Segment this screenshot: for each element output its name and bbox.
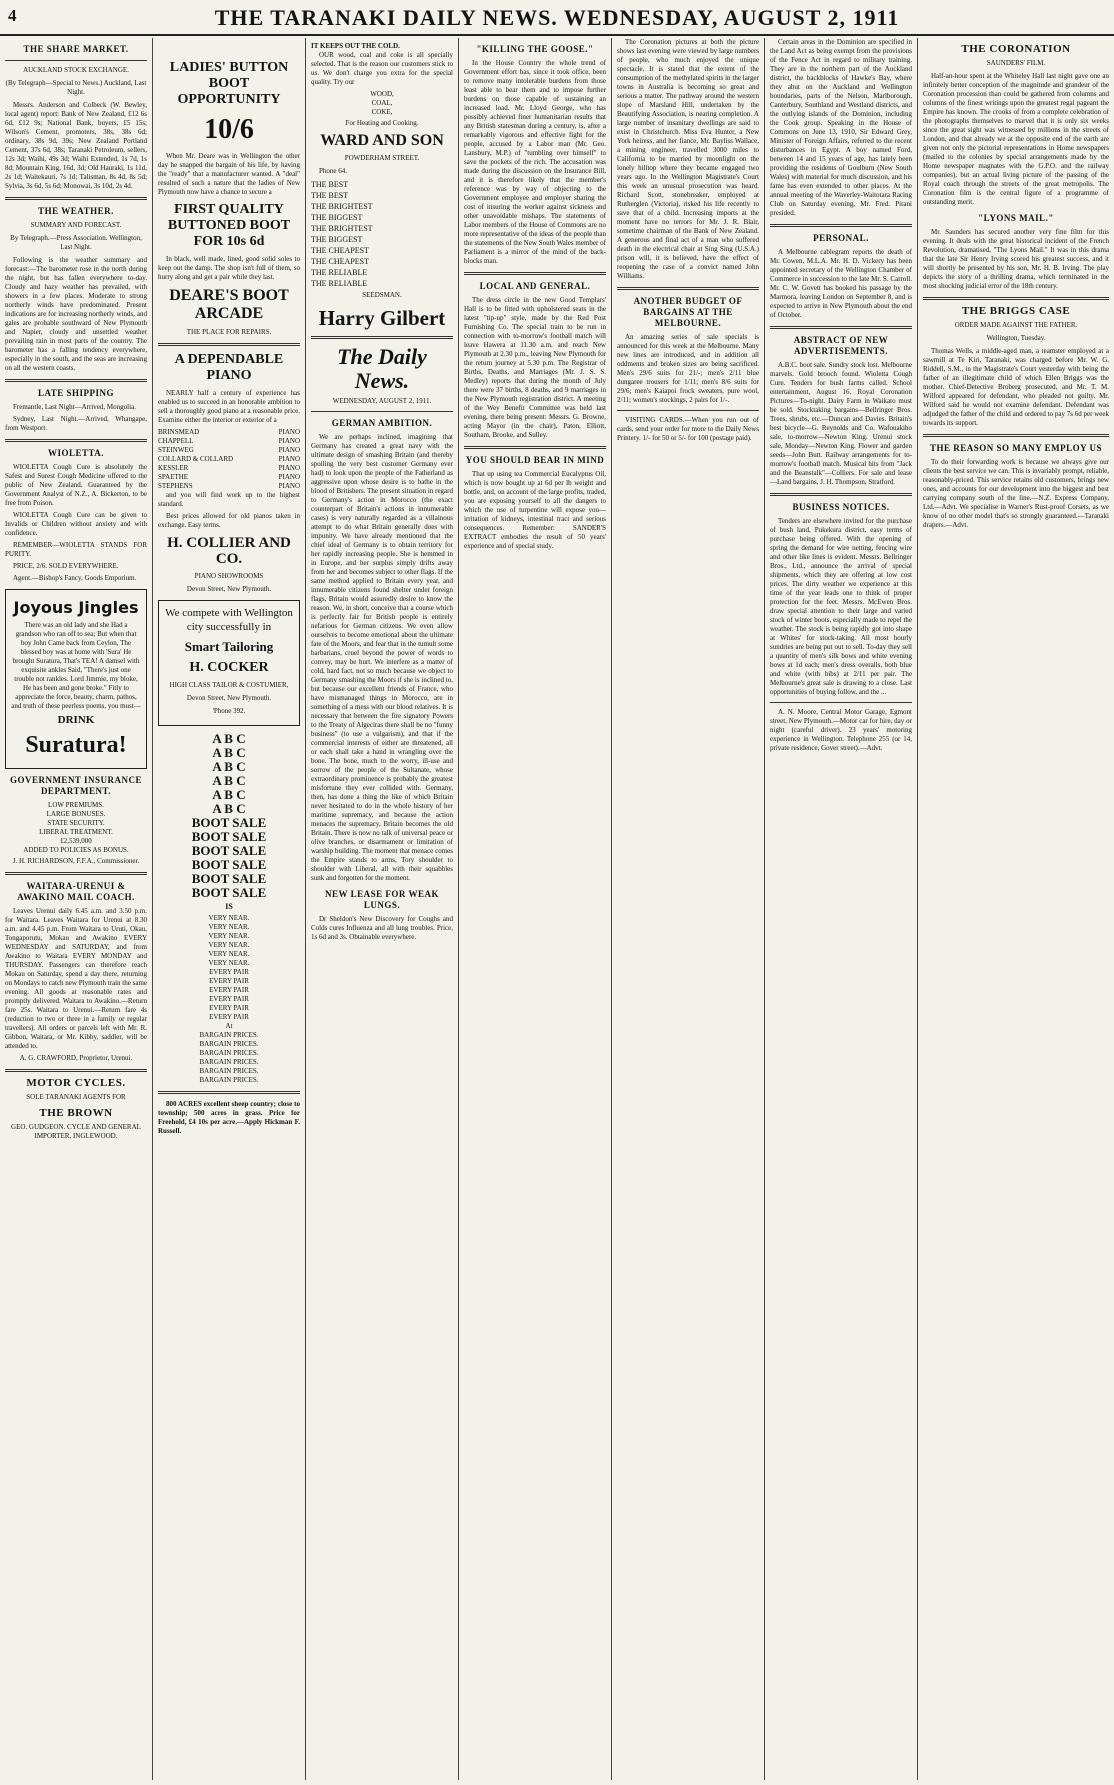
jingles-body: There was an old lady and she Had a grandson who ran off to sea; But when that boy John Came back from Ceylon, The blessed boy was at home with 'Sura' He brought Suratura, That's TEA! A damsel with exquisite ankles Said, "There's just one trouble not rankles. Lord Jimmie, my bloke, He has been and gone broke." Fitly to appreciate the force, beauty, charm, pathos, and truth of these peerless poems, you must— [11,621,141,710]
column-rule [305,38,306,1780]
personal-heading: PERSONAL. [813,233,869,243]
motor-cycles-heading: MOTOR CYCLES. [26,1077,126,1089]
cocker-address: Devon Street, New Plymouth. [186,694,272,702]
abstract-body: A.B.C. boot sale. Sundry stock lost. Melbourne marvels. Gold brooch found. Wioletta Cough Cure. Tenders for bush farms called. School entertainment, August 16. Royal Coronation Pictures—To-night. Dairy Farm in Waikato must be sold. Stocktaking bargains—Bellringer Bros. Trees, shrubs, etc.—Duncan and Davies. Britain's best bicycle—G. Reynolds and Co. Wafouakiho sale, to-morrow—Newton King. Urenui stock sale, Monday—Newton King. Flower and garden seeds—John Butt. Railway arrangements for to-morrow's football match. Musical hits from "Jack and the Beanstalk"—Colliers. For sale and lease—Land bargains, J. H. Thompson, Stratford. [770,361,912,486]
lyons-mail-heading: "LYONS MAIL." [978,213,1054,223]
suratura-brand: Suratura! [25,732,127,758]
divider [617,410,759,411]
shipping-item: Fremantle, Last Night—Arrived, Mongolia. [13,403,136,411]
wioletta-text: Agent.—Bishop's Fancy, Goods Emporium. [13,574,137,582]
piano-body: NEARLY half a century of experience has enabled us to succeed in an honorable ambition to sell a thoroughly good piano at a reasonable price. Examine either the interior or exterior of a [158,389,300,424]
shipping-item: Sydney, Last Night.—Arrived, Whangape, from Westport. [5,415,147,432]
mail-coach-body: Leaves Urenui daily 6.45 a.m. and 3.50 p.m. for Waitara. Leaves Waitara for Urenui at 8.30 a.m. and 4.45 p.m. From Waitara to Uruti, Okau, Tongaporutu, Mokau and Awakino EVERY WEDNESDAY and SATURDAY, and from Awakino to Waitara EVERY MONDAY and THURSDAY. Passengers can therefore reach Mokau on Saturday, spend a day there, returning on Mondays to catch new Plymouth train the same evening. All goods at reasonable rates and promptly delivered. Waitara to Awakino.—Return fare 25s. Waitara to Urenui.—Return fare 4s (reduction to two or three in a family or regular travellers). All orders or parcels left with Mr. R. Gibbon, Waitara, or Mr. Kibby, saddler, will be attended to. [5,907,147,1050]
weather-heading: THE WEATHER. [38,206,114,216]
briggs-body: Thomas Wells, a middle-aged man, a teamster employed at a sawmill at Te Kiri, Taranaki, was charged before Mr. W. G. Riddell, S.M., in the Magistrate's Court yesterday with being the father of an illegitimate child of which Ellen Briggs was the mother. Chief-Detective Broberg prosecuted, and Mr. T. M. Wilford appeared for defendant, who pleaded not guilty. Mr. Wilford said he would not examine defendant. Defendant was adjudged the father of the child and ordered to pay 7s 6d per week towards its support. [923,347,1109,427]
mail-coach-heading: WAITARA-URENUI & AWAKINO MAIL COACH. [17,881,135,902]
gilbert-best-lines: THE BEST THE BEST THE BRIGHTEST THE BIGGEST THE BRIGHTEST THE BIGGEST THE CHEAPEST THE CHEAPEST THE RELIABLE THE RELIABLE [311,180,373,288]
gov-line: ADDED TO POLICIES AS BONUS. [23,846,129,854]
smart-tailoring: Smart Tailoring [184,639,274,654]
divider [311,411,453,412]
motor-brand: THE BROWN [39,1107,113,1119]
gov-line: LARGE BONUSES. [46,810,106,818]
piano-brand-row: BRINSMEAD PIANO [158,428,300,436]
motor-agents: SOLE TARANAKI AGENTS FOR [26,1093,126,1101]
ladies-boot-body: When Mr. Deare was in Wellington the other day he snapped the bargain of his life, by having the "ready" that a manufacturer wanted. A "deal" resulted of such a nature that the ladies of New Plymouth now have a chance to secure a [158,152,300,196]
weather-byline: By Telegraph.—Press Association. Wellington, Last Night. [10,234,142,251]
killing-goose-heading: "KILLING THE GOOSE." [476,44,594,54]
wioletta-text: PRICE, 2/6. SOLD EVERYWHERE. [13,562,119,570]
german-ambition-heading: GERMAN AMBITION. [331,418,433,428]
tailoring-ad [158,600,300,726]
compete-text: We compete with Wellington city successfully in [165,607,293,633]
gov-line: STATE SECURITY. [47,819,105,827]
german-ambition-body: We are perhaps inclined, imagining that Germany has created a great navy with the ultimate design of smashing Britain (and thereby spoiling the very best customer Germany ever had) to look upon the people of the Fatherland as aggressive upon whose desire is to bathe in the blood of Britishers. The present situation in regard to Germany's action in Morocco (the exact counterpart of Britain's actions in innumerable cases) is very naturally regarded as a villainous attempt to do what Britain generally does with impunity. We have already mentioned that the chief ideal of Germany is to obtain territory for her rapidly increasing people. She is hemmed in in Europe, and her surplus simply drifts away from her and becomes subject to other flags. If the same method applied to Britain every year, and innumerable citizens found shelter under foreign flags, Britain would assuredly desire to know the reason. We, in short, conceive that a course which is perfectly fair for British people is entirely nefarious for German citizens. We even allow ourselves to become emotional about the ultimate fate of the Moors, and fear that in the tumult some barbarians, cruel beyond the power of words to convey, may be hurt. We interfere as a matter of cold, hard fact, not so much because we object to Germany smashing the Moors if she is inclined to, but because our excellent friends of France, who have mismanaged things in Morocco, are in something of a mess with our blood relatives. It is necessary that between the fire signatory Powers to the Treaty of Algeciras there shall be no "funny business" (to use a vulgarism), and that if the commercial interests of either are threatened, all or each shall take a hand in wrangling over the bone. The bone, much to the worry, ill-use and sorrow of the people of the Sultanate, whose extraordinary prominence is probably the greatest misfortune they ever collided with. Germany, then, has done a thing the like of which Britain never hesitated to do in the whole history of her maritime supremacy, and because the action menaces the supremacy, Britain becomes the old Britain. There is now no talk of universal peace or olive branches, or disarmament or limitation of warship building. The moment that menace comes the Empire stands to arms, Tory shoulder to shoulder with Liberal, all with their squabbles sunk and forgotten for the moment. [311,433,453,882]
divider [770,326,912,329]
business-notices-heading: BUSINESS NOTICES. [792,502,890,512]
motor-signature: GEO. GUDGEON. CYCLE AND GENERAL IMPORTER, INGLEWOOD. [11,1123,141,1140]
divider [923,297,1109,300]
shipping-heading: LATE SHIPPING [37,388,115,398]
abstract-heading: ABSTRACT OF NEW ADVERTISEMENTS. [793,335,889,356]
budget-bargains-heading: ANOTHER BUDGET OF BARGAINS AT THE MELBOURNE. [633,296,743,328]
harry-gilbert: Harry Gilbert [318,306,446,330]
jingles-heading: Joyous Jingles [13,598,139,617]
divider [158,343,300,346]
share-market-heading: THE SHARE MARKET. [23,44,129,54]
piano-brand-row: SPAETHE PIANO [158,473,300,481]
divider [5,60,147,61]
personal-body: A Melbourne cablegram reports the death of Mr. Cowen, M.L.A. Mr. H. D. Vickery has been appointed secretary of the Wellington Chamber of Commerce in succession to the late Mr. S. Carroll. Mr. C. W. Govett has booked his passage by the Marmora, leaving London on September 8, and is expected to arrive in New Plymouth about the end of October. [770,248,912,319]
column-rule [611,38,612,1780]
piano-brand-row: KESSLER PIANO [158,464,300,472]
budget-bargains-body: An amazing series of sale specials is announced for this week at the Melbourne. Many new lines are introduced, and in addition all oddments and broken sizes are being sacrificed. Men's 29/6 suits for 21/-; men's 2/11 blue dungaree trousers for 1/11; men's 8/6 suits for 29/6; men's Kaiapoi frock sweaters, pure wool, 2/11; women's stockings, 2 pairs for 1/-. [617,333,759,404]
column-2 [158,38,300,1780]
first-quality-body: In black, well made, lined, good solid soles to keep out the damp. The shop isn't full of them, so hurry along and get a pair while they last. [158,255,300,281]
collier-heading: H. COLLIER AND CO. [167,535,291,567]
keeps-out-cold: IT KEEPS OUT THE COLD. [311,42,400,50]
local-general-heading: LOCAL AND GENERAL. [479,281,591,291]
collier-address: Devon Street, New Plymouth. [186,585,272,593]
motor-garage-notice: A. N. Moore, Central Motor Garage, Egmont street, New Plymouth.—Motor car for hire, day or night (careful driver). 23 years' motoring experience in Wellington. Telephone 255 (or 14, private residence, Gover street).—Advt. [770,708,912,752]
coronation-body: Half-an-hour spent at the Whiteley Hall last night gave one an infinitely better conception of the magnitude and grandeur of the Coronation procession than could be gathered from columns and columns of the finest writings upon the greatest regal pageant the Empire has known. The crooks of from a complete celebration of the photographs themselves to marvel that it is only six weeks since the great sight was witnessed by millions in the streets of London, and that already we at the opposite end of the earth are given not only the pictorial representations in Home newspapers (mailed to the colonies by special arrangements made by the Home newspaper magnates with the G.P.O. and the railway companies), but an actual living picture of the passing of the Royal coach through the streets of the great metropolis. The Coronation film is the central figure of a programme of outstanding merit. [923,72,1109,206]
gov-line: £2,539,000 [60,837,92,845]
briggs-case-heading: THE BRIGGS CASE [961,305,1071,317]
new-lease-heading: NEW LEASE FOR WEAK LUNGS. [325,889,439,910]
column-rule [917,38,918,1780]
new-lease-body: Dr Sheldon's New Discovery for Coughs and Colds cures Influenza and all lung troubles. Price, 1s 6d and 3s. Obtainable everywhere. [311,915,453,941]
cocker-subheading: HIGH CLASS TAILOR & COSTUMIER, [169,681,289,689]
bear-in-mind-body: That up using tea Commercial Eucalyptus Oil, which is now bought up at 6d per lb weight and bottle, and, on account of the large profits, traded, you are exposing yourself to all the dangers to which the use of turpentine will expose you—irritation of kidneys, intestinal tract and serious consequences. Remember: SANDER'S EXTRACT embodies the result of 50 years' experience and of special study. [464,470,606,550]
daily-news-date: WEDNESDAY, AUGUST 2, 1911. [332,397,432,405]
briggs-subheading: ORDER MADE AGAINST THE FATHER. [954,321,1078,329]
business-notices-body: Tenders are elsewhere invited for the purchase of bush land, Pukekura district, easy terms of purchase being offered. With the opening of spring the demand for wire netting, fencing wire and other like lines is evident. Messrs. Bellringer Bros., Ltd., announce the arrival of special shipments, which they are offering at low cost prices. The dirty weather we experience at this time of the year leads one to think of proper protection for the feet. Messrs. McEwen Bros. draw special attention to their large and varied stock of winter boots, especially made to repel the weather. The stock is being rapidly got into shape at Whites' for stock-taking. All most hourly sundries are being put out to sell. To-day they sell a quantity of men's silk bows and white evening bows at 1d each; men's dress overalls, both blue and white (with bibs) at 2/11 per pair. The Melbourne's great sale is drawing to a close. Last opportunities of buying follow, and the ... [770,517,912,696]
divider [158,1091,300,1094]
ward-and-son: WARD AND SON [320,132,444,149]
daily-news-nameplate: The Daily News. [337,344,427,393]
cocker-phone: 'Phone 392. [212,707,246,715]
suratura-ad [5,589,147,769]
piano-body-3: Best prices allowed for old pianos taken in exchange. Easy terms. [158,512,300,529]
column-5 [617,38,759,1780]
divider [770,493,912,496]
ward-address: POWDERHAM STREET. [344,154,420,162]
abc-boot-sale-ad: A B C A B C A B C A B C A B C A B C BOOT SALE BOOT SALE BOOT SALE BOOT SALE BOOT SALE BOOT SALE IS [191,731,267,911]
wioletta-text: REMEMBER—WIOLETTA STANDS FOR PURITY. [5,541,147,558]
column-7 [923,38,1109,1780]
wood-items: WOOD, COAL, COKE, [370,90,394,116]
killing-goose-body: In the House Country the whole trend of Government effort has, since it took office, been to remove many intolerable burdens from those least able to bear them and to impose further burdens on those capable of sustaining an increased load. Mr. Lloyd George, who has possibly achieved finer humanitarian results that any British statesman during a century, is, after a remarkably vigorous and effective fight for the people, accused by a Labor man (Mr. Geo. Lansbury, M.P.) of "tumbling over himself" to save the pockets of the rich. The accusation was made during the discussion on the Insurance Bill, and it is therefore likely that the member's reference was by way of objecting to the Government employee and employer sharing the cost of insuring the worker against sickness and other unavoidable mishaps. The statements of Labor members of the House of Commons are no more representative of the ideas of the people than the statements of the New South Wales member of Parliament is a mirror of the mind of the back-blocks man. [464,59,606,265]
divider [5,1069,147,1072]
drink-label: DRINK [57,714,95,726]
page-number: 4 [8,6,17,25]
divider [5,379,147,382]
many-employ-heading: THE REASON SO MANY EMPLOY US [929,443,1103,453]
lyons-mail-body: Mr. Saunders has secured another very fine film for this evening. It deals with the great historical incident of the French Revolution, dramatised, "The Lyons Mail." It was in this drama that the late Sir Henry Irving scored his greatest success, and it will shortly be presented by his son, Mr. H. B. Irving. The play depicts the story of a thrilling drama, which terminated in the most shocking judicial error of the 18th century. [923,228,1109,290]
first-quality-heading: FIRST QUALITY BUTTONED BOOT FOR 10s 6d [167,202,291,249]
divider [464,272,606,275]
divider [464,446,606,449]
ward-phone: Phone 64. [319,167,347,175]
piano-brand-list [158,428,300,491]
divider [770,224,912,227]
weather-body: Following is the weather summary and forecast:—The barometer rose in the north during the night, but has fallen everywhere to-day. Cloudy and hazy weather has prevailed, with showers in a few places. Moderate to strong northerly winds have predominated. Present indications are for increasing northerly winds, and gales are probable southward of New Plymouth and Napier, cloudy and unsettled weather prevailing rain in most parts of the country. The barometer has a falling tendency everywhere, especially in the south, and the seas are increasing on all the western coasts. [5,256,147,372]
stock-exchange-subheading: AUCKLAND STOCK EXCHANGE. [23,66,129,74]
column-3 [311,38,453,1780]
divider [617,287,759,290]
ladies-boot-price: 10/6 [204,114,254,145]
visiting-cards: VISITING CARDS.—When you run out of cards, send your order for more to the Daily News Printery. 1/- for 50 or 5/- for 100 (postage paid). [617,416,759,442]
column-6 [770,38,912,1780]
wioletta-heading: WIOLETTA. [47,448,105,458]
wioletta-text: WIOLETTA Cough Cure is absolutely the Safest and Surest Cough Medicine offered to the public of New Zealand. Guaranteed by the Government Analyst of N.Z., A. Bickerton, to be free from Poison. [5,463,147,507]
wood-body: OUR wood, coal and coke is all specially selected. That is the reason our customers stick to us. We don't charge you extra for the special quality. Try our [311,51,453,86]
masthead [0,0,1114,36]
dominion-body: Certain areas in the Dominion are specified in the Land Act as being exempt from the provisions of the Fence Act in regard to military training. They are in the northern part of the Auckland district, the backblocks of Hawke's Bay, where they abut on the Auckland and Wellington boundaries, parts of the Nelson, Marlborough, Canterbury, Southland and Westland districts, and the outlying islands of the Dominion, including the Cook group. Speaking in the House of Commons on June 13, 1910, Sir Edward Grey, Minister of Foreign Affairs, referred to the recent disturbances in Egypt. A boy named Ford, between 14 and 15 years of age, has lately been providing the residents of Goulburn (New South Wales) with material for much discussion, and his fame has even extended to other places. At the annual meeting of the Waverley-Waitotara Racing Club on Saturday evening, Mr. Fred. Pirani presided. [770,38,912,217]
mail-coach-signature: A. G. CRAWFORD, Proprietor, Urenui. [19,1054,133,1062]
deare-boot-arcade: DEARE'S BOOT ARCADE [169,287,289,322]
wioletta-text: WIOLETTA Cough Cure can be given to Invalids or Children without anxiety and with confidence. [5,511,147,537]
column-1 [5,38,147,1780]
dependable-piano-heading: A DEPENDABLE PIANO [174,352,284,383]
coronation-subheading: SAUNDERS' FILM. [986,59,1046,67]
gov-line: LOW PREMIUMS. [48,801,104,809]
piano-brand-row: COLLARD & COLLARD PIANO [158,455,300,463]
bear-in-mind-heading: YOU SHOULD BEAR IN MIND [465,455,605,465]
gov-insurance-lines [5,801,147,855]
divider [770,702,912,703]
cocker-name: H. COCKER [189,660,269,675]
very-near-lines: VERY NEAR. VERY NEAR. VERY NEAR. VERY NEAR. VERY NEAR. VERY NEAR. EVERY PAIR EVERY PAIR EVERY PAIR EVERY PAIR EVERY PAIR EVERY PAIR At BARGAIN PRICES. BARGAIN PRICES. BARGAIN PRICES. BARGAIN PRICES. BARGAIN PRICES. BARGAIN PRICES. [199,914,259,1084]
piano-brand-row: STEINWEG PIANO [158,446,300,454]
many-employ-body: To do their forwarding work is because we always give our clients the best service we can. This is invariably prompt, reliable, reasonably-priced. This service retains old customers, brings new ones, and accounts for our development into the biggest and best carrying company south of the line.—N.Z. Express Company, Ltd.—Advt. We specialise in Warner's Rust-proof Corsets, as we know of no other model that's so strongly guaranteed.—Taranaki drapers.—Advt. [923,458,1109,529]
coronation-pictures-body: The Coronation pictures at both the picture shows last evening were viewed by large numbers of people, who much enjoyed the unique spectacle. It is stated that the extent of the consumption of the methylated spirits in the larger towns in Australia is becoming so great and serious a matter. The pathway around the western slope of Marsland Hill, undertaken by the Beautifying Association, is nearing completion. A large number of insanitary dwellings are said to exist in Christchurch. Miss Eva Hunter, a New York heiress, and her fiance, Mr. Bayliss Wallace, a mining engineer, travelled 3000 miles to California to be married by moonlight on the lonely hilltop where they became engaged two years ago. In the Wellington Magistrate's Court this week an unusual prosecution was heard. Richard Scott, stonebreaker, employed at Rutherglen (Victoria), risked his life recently to save that of a child. Increasing imports at the moment have no terrors for Mr. J. R. Blair, sometime chairman of the Bank of New Zealand. A generous and final act of a man who suffered death in the electrical chair at Sing Sing (U.S.A.) prison will, it is believed, have the effect of reopening the case of a convict named John Williams. [617,38,759,280]
gov-line: LIBERAL TREATMENT. [39,828,113,836]
divider [5,439,147,442]
divider [5,197,147,200]
piano-brand-row: CHAPPELL PIANO [158,437,300,445]
seedsman: SEEDSMAN. [362,291,402,299]
column-rule [458,38,459,1780]
divider [5,872,147,875]
ladies-boot-heading: LADIES' BUTTON BOOT OPPORTUNITY [169,60,289,107]
column-rule [152,38,153,1780]
acres-ad: 800 ACRES excellent sheep country; close to township; 500 acres in grass. Price for Freehold, £4 10s per acre.—Apply Hickman F. Russell. [158,1100,300,1135]
divider [923,434,1109,437]
piano-brand-row: STEPHENS PIANO [158,482,300,490]
wood-for: For Heating and Cooking. [345,119,419,127]
collier-subheading: PIANO SHOWROOMS [194,572,264,580]
column-rule [764,38,765,1780]
local-general-body: The dress circle in the new Good Templars' Hall is to be fitted with upholstered seats in the latest "tip-up" style, made by the Red Post Furnishing Co. The special train to be run in connection with to-morrow's football match will leave Hawera at 11.30 a.m. and reach New Plymouth at 2.30 p.m., leaving New Plymouth for the return journey at 5.30 p.m. The Registrar of Births, Deaths, and Marriages (Mr. J. S. S. Medley) reports that during the month of July there were 37 births, 8 deaths, and 9 marriages in the New Plymouth registration district. A meeting of the Wey Benefit Committee was held last evening, there being present: Messrs. G. Browne, acting Mayor (in the chair), Paton, Elliott, Southam, Brooke, and Sulley. [464,296,606,439]
piano-body-2: and you will find work up to the highest standard. [158,491,300,508]
weather-subheading: SUMMARY AND FORECAST. [30,221,122,229]
deare-subheading: THE PLACE FOR REPAIRS. [186,328,272,336]
column-4 [464,38,606,1780]
coronation-heading: THE CORONATION [961,43,1071,55]
share-body: Messrs. Anderson and Colbeck (W. Bewley, local agent) report: Bank of New Zealand, £12 6s 6d, £12 9s; National Bank, buyers, £5 15s; Wilson's Cement, promoters, 38s, 38s 6d; ordinary, 38s 9d, 39s; New Zealand Portland Cement, 37s 6d, 38s; Taranaki Petroleum, sellers, 12s 3d; Waihi, 49s 3d; Waihi Extended, 1s 7d, 1s 8d; Mountain King, 16d, 3d; Old Hauraki, 1s 11d, 2s 1d; Waitekauri, 7s 1d; Talisman, 8s 4d, 8s 5d; Sylvia, 3s 6d, 5s 6d; Monowai, 3s 10d, 2s 4d. [5,101,147,190]
masthead-title: THE TARANAKI DAILY NEWS. WEDNESDAY, AUGUST 2, 1911 [214,5,900,30]
share-byline: (By Telegraph—Special to News.) Auckland, Last Night. [5,79,147,96]
briggs-byline: Wellington, Tuesday. [986,334,1046,342]
gov-insurance-heading: GOVERNMENT INSURANCE DEPARTMENT. [9,775,143,796]
gov-signature: J. H. RICHARDSON, F.F.A., Commissioner. [12,857,140,865]
divider [311,336,453,339]
